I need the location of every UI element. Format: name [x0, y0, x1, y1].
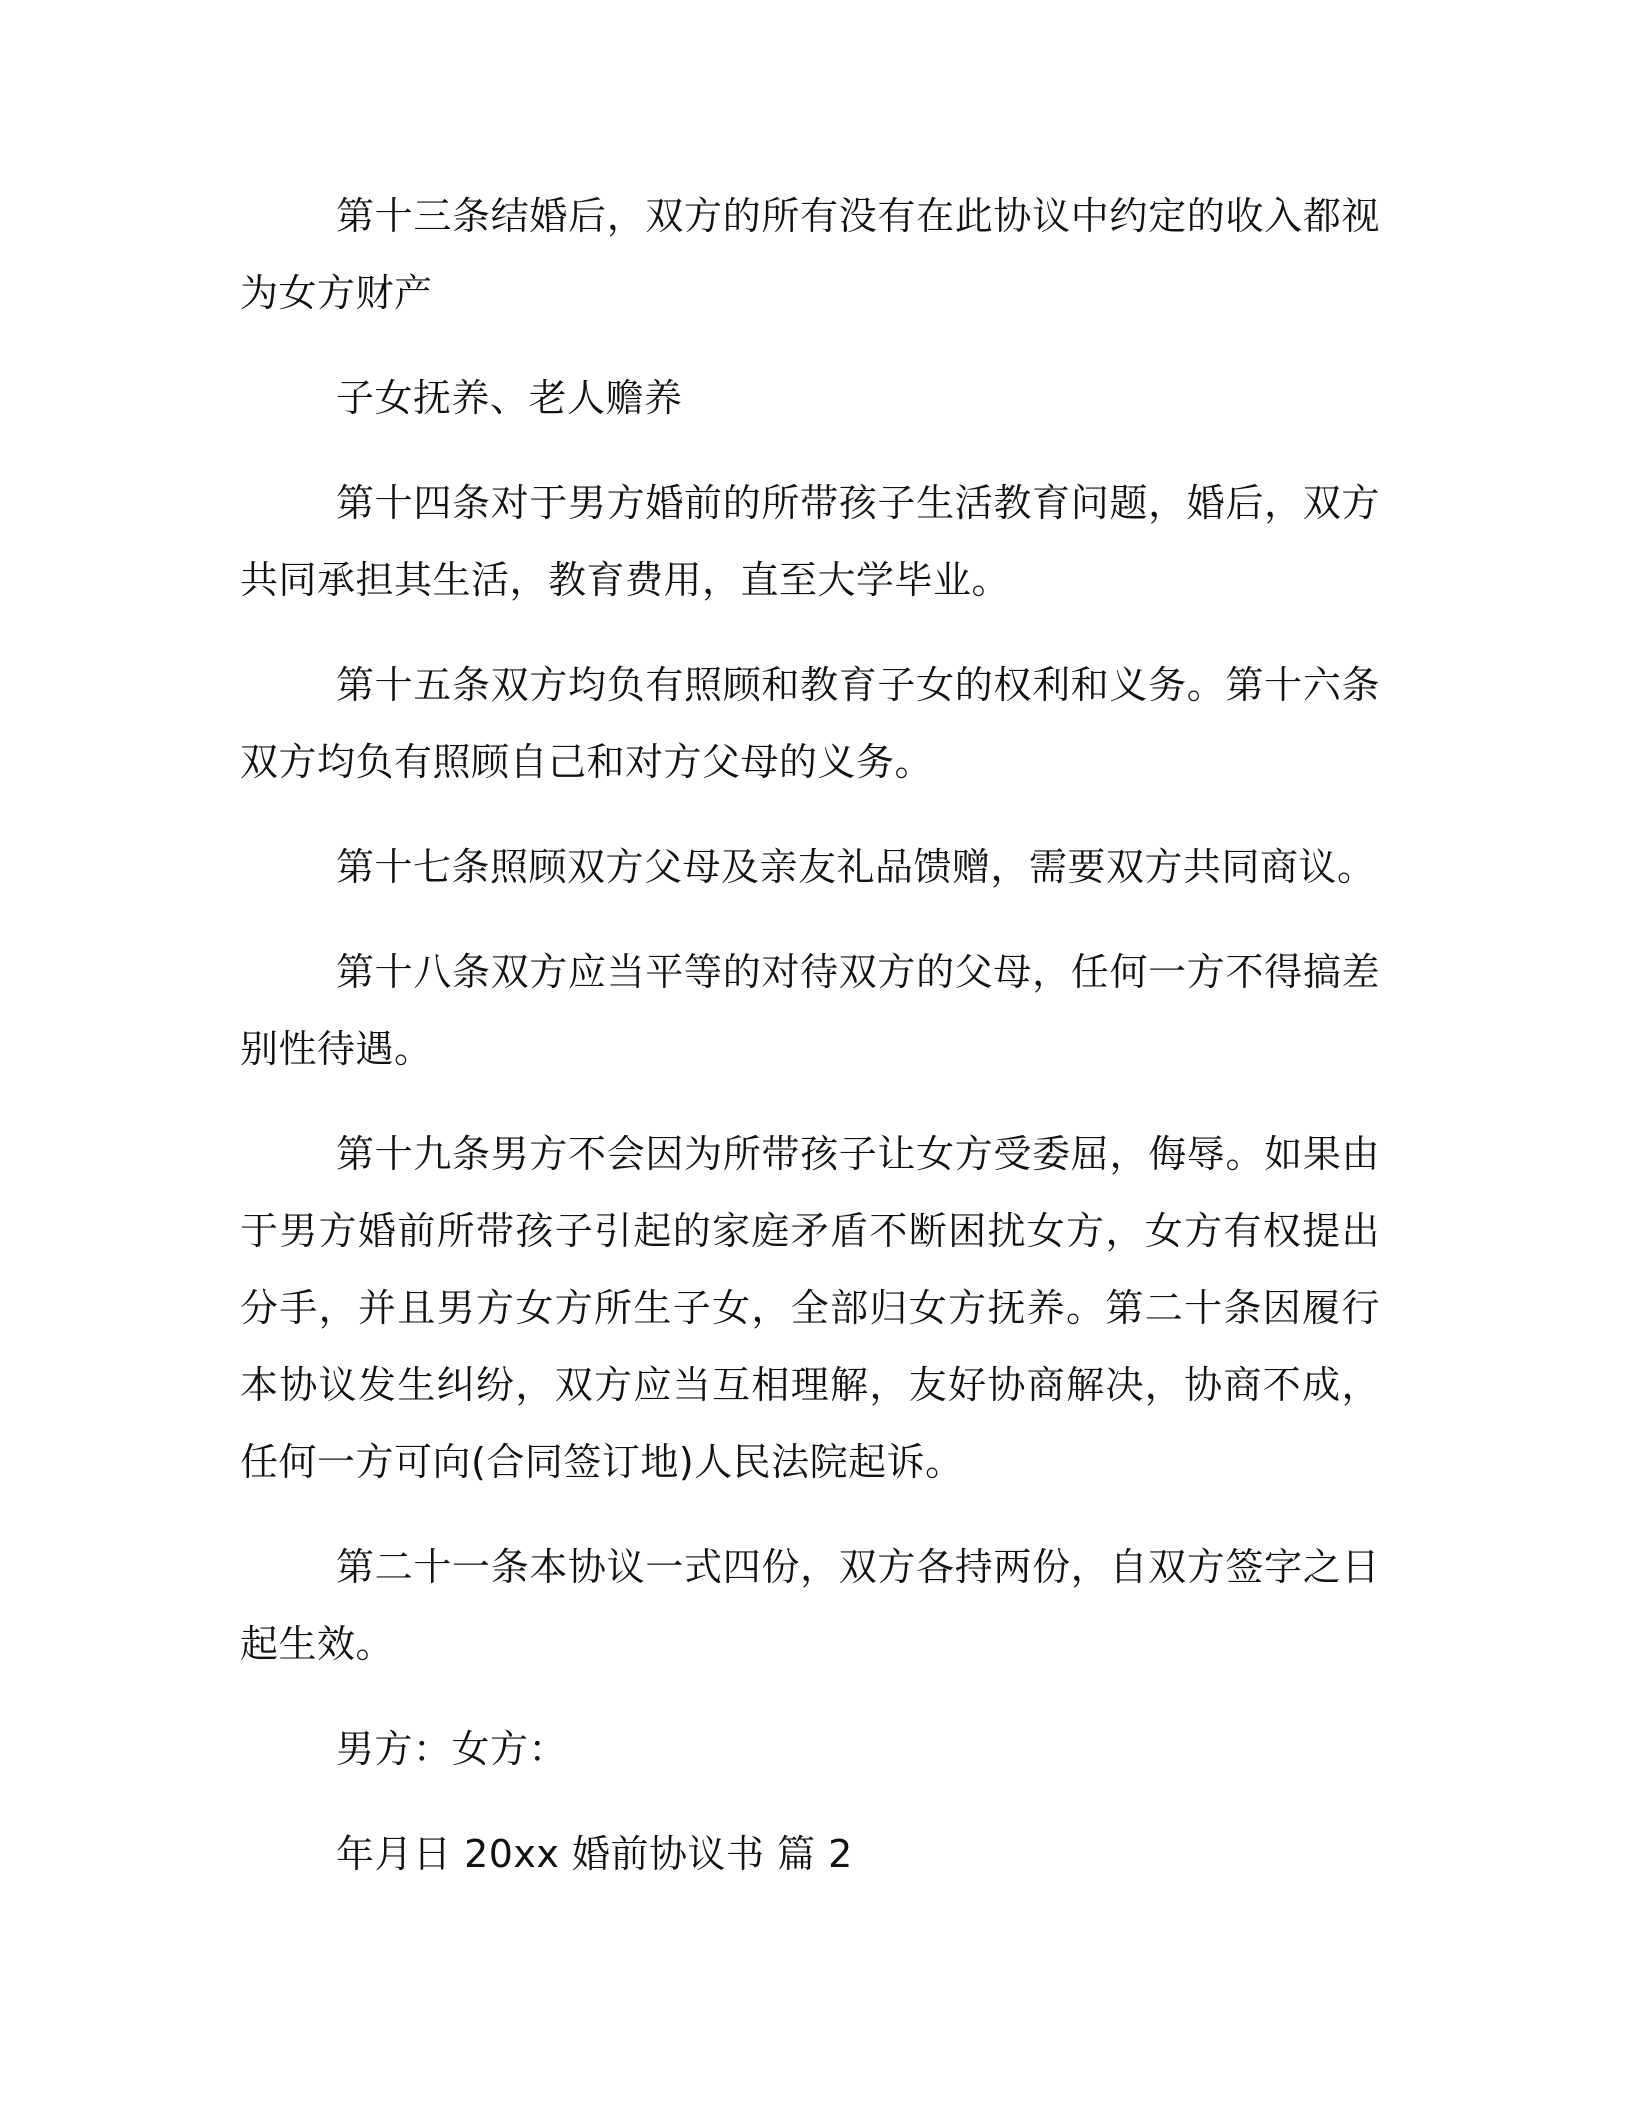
paragraph-article-21: 第二十一条本协议一式四份，双方各持两份，自双方签字之日起生效。 — [240, 1545, 1380, 1666]
paragraph-article-15-16: 第十五条双方均负有照顾和教育子女的权利和义务。第十六条双方均负有照顾自己和对方父母的义务。 — [240, 663, 1380, 784]
paragraph-article-19-20: 第十九条男方不会因为所带孩子让女方受委屈，侮辱。如果由于男方婚前所带孩子引起的家庭矛盾不断困扰女方，女方有权提出分手，并且男方女方所生子女，全部归女方抚养。第二十条因履行本协议发生纠纷，双方应当互相理解，友好协商解决，协商不成，任何一方可向(合同签订地)人民法院起诉。 — [240, 1132, 1380, 1484]
document-body — [240, 178, 1380, 1921]
signature-line: 男方：女方： — [336, 1727, 568, 1771]
paragraph-article-18: 第十八条双方应当平等的对待双方的父母，任何一方不得搞差别性待遇。 — [240, 950, 1380, 1071]
paragraph-article-17: 第十七条照顾双方父母及亲友礼品馈赠，需要双方共同商议。 — [336, 845, 1376, 889]
paragraph-article-14: 第十四条对于男方婚前的所带孩子生活教育问题，婚后，双方共同承担其生活，教育费用，直至大学毕业。 — [240, 481, 1380, 602]
date-and-next-title: 年月日 20xx 婚前协议书 篇 2 — [336, 1832, 853, 1876]
paragraph-article-13: 第十三条结婚后，双方的所有没有在此协议中约定的收入都视为女方财产 — [240, 194, 1380, 315]
section-heading-child-support: 子女抚养、老人赡养 — [336, 376, 683, 420]
